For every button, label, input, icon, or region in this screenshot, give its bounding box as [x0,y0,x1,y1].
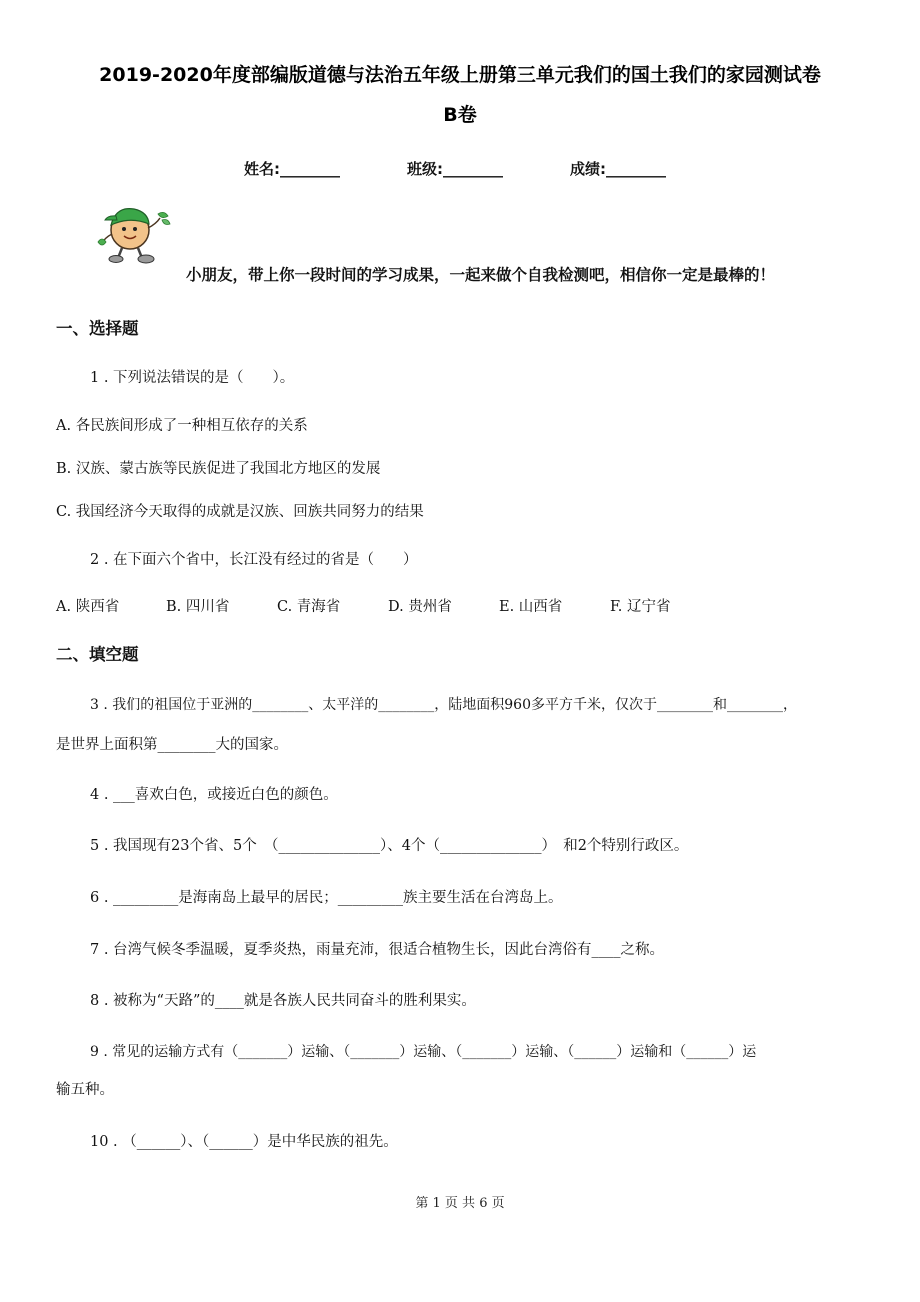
question-4: 4 . ___喜欢白色，或接近白色的颜色。 [90,787,338,803]
question-5: 5 . 我国现有23个省、5个 （______________）、4个（______________） 和2个特别行政区。 [90,838,689,854]
page-subtitle: B卷 [443,104,477,126]
question-2-option-f: F. 辽宁省 [610,599,671,615]
question-6: 6 . _________是海南岛上最早的居民；_________族主要生活在台湾岛上。 [90,890,563,906]
mascot-icon [92,198,174,268]
class-field-label: 班级:________ [407,160,503,178]
question-3-line-2: 是世界上面积第________大的国家。 [56,737,288,753]
question-10: 10 . （______）、（______）是中华民族的祖先。 [90,1134,398,1150]
question-1-option-a: A. 各民族间形成了一种相互依存的关系 [56,418,308,434]
question-2-option-b: B. 四川省 [166,599,230,615]
question-2-option-a: A. 陕西省 [56,599,120,615]
question-8: 8 . 被称为“天路”的____就是各族人民共同奋斗的胜利果实。 [90,993,476,1009]
question-9-line-1: 9 . 常见的运输方式有（_______）运输、（_______）运输、（_______）运输、（______）运输和（______）运 [90,1044,757,1060]
encouragement-text: 小朋友，带上你一段时间的学习成果，一起来做个自我检测吧，相信你一定是最棒的！ [186,266,776,284]
question-1-option-c: C. 我国经济今天取得的成就是汉族、回族共同努力的结果 [56,504,424,520]
question-2-option-e: E. 山西省 [499,599,563,615]
question-2-option-c: C. 青海省 [277,599,341,615]
score-field-label: 成绩:________ [570,160,666,178]
page-footer: 第 1 页 共 6 页 [415,1196,505,1211]
question-1-option-b: B. 汉族、蒙古族等民族促进了我国北方地区的发展 [56,461,381,477]
name-field-label: 姓名:________ [244,160,340,178]
question-2-stem: 2 . 在下面六个省中，长江没有经过的省是（ ） [90,552,418,568]
question-1-stem: 1 . 下列说法错误的是（ ）。 [90,370,295,386]
question-7: 7 . 台湾气候冬季温暖，夏季炎热，雨量充沛，很适合植物生长，因此台湾俗有____之称。 [90,942,665,958]
question-9-line-2: 输五种。 [56,1082,114,1098]
page-title: 2019-2020年度部编版道德与法治五年级上册第三单元我们的国土我们的家园测试卷 [99,64,821,86]
section-heading-choice: 一、选择题 [56,319,139,338]
section-heading-fill: 二、填空题 [56,645,139,664]
question-3-line-1: 3 . 我们的祖国位于亚洲的________、太平洋的________，陆地面积960多平方千米，仅次于________和________， [90,697,797,713]
question-2-option-d: D. 贵州省 [388,599,452,615]
